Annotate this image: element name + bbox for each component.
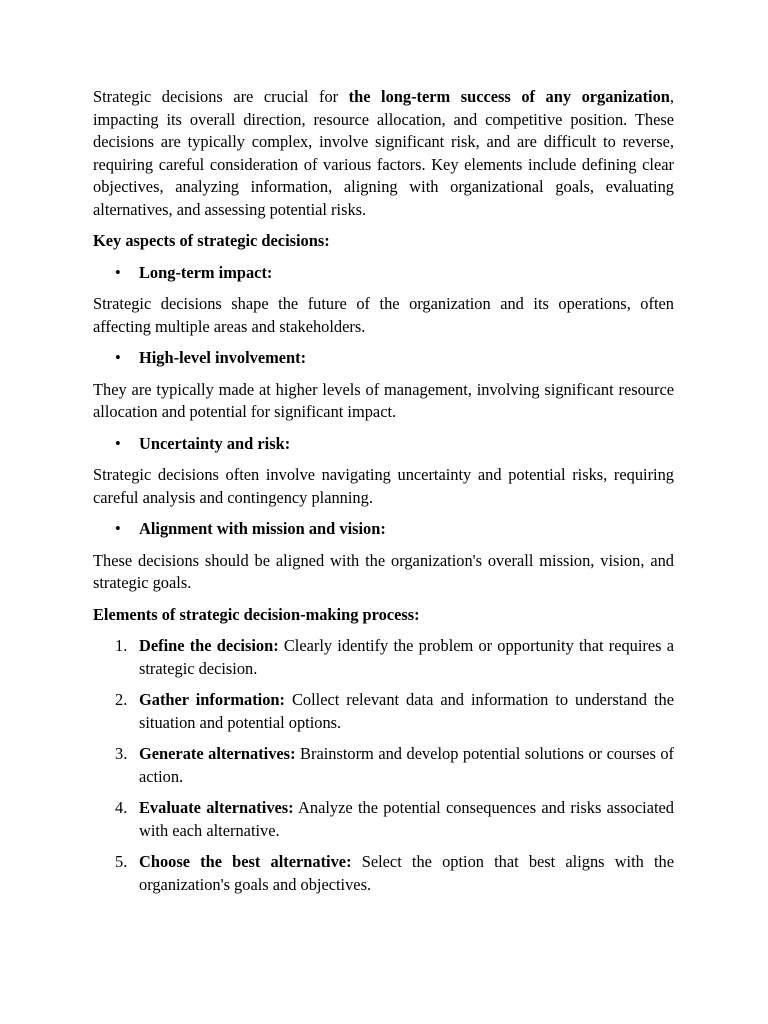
- step-title: Gather information:: [139, 690, 285, 709]
- step-title: Define the decision:: [139, 636, 279, 655]
- step-number: 4.: [115, 798, 128, 817]
- intro-text-start: Strategic decisions are crucial for: [93, 87, 349, 106]
- bullet-icon: •: [115, 262, 121, 282]
- aspect-bullet-high-level-involvement: [93, 347, 674, 370]
- intro-text-end: , impacting its overall direction, resource allocation, and competitive position. These decisions are typically complex, involve significant risk, and are difficult to reverse, requiring careful consideration of various factors. Key elements include defining clear objectives, analyzing information, aligning with organizational goals, evaluating alternatives, and assessing potential risks.: [93, 87, 675, 219]
- step-title: Evaluate alternatives:: [139, 798, 294, 817]
- document-page: [93, 86, 674, 905]
- step-title: Choose the best alternative:: [139, 852, 352, 871]
- step-number: 1.: [115, 636, 128, 655]
- step-description: Select the option that best aligns with the organization's goals and objectives.: [139, 852, 675, 894]
- aspect-bullet-uncertainty-and-risk: [93, 433, 674, 456]
- step-title: Generate alternatives:: [139, 744, 296, 763]
- bullet-icon: •: [115, 433, 121, 453]
- aspect-bullet-long-term-impact: [93, 262, 674, 285]
- step-number: 5.: [115, 852, 128, 871]
- process-step: [93, 689, 674, 734]
- intro-bold-phrase: the long-term success of any organization: [348, 87, 670, 106]
- aspect-description: These decisions should be aligned with the organization's overall mission, vision, and strategic goals.: [93, 550, 674, 592]
- aspect-description: They are typically made at higher levels of management, involving significant resource allocation and potential for significant impact.: [93, 379, 674, 421]
- aspect-title: Alignment with mission and vision:: [139, 519, 386, 538]
- aspect-bullet-alignment: [93, 518, 674, 541]
- step-description: Collect relevant data and information to understand the situation and potential options.: [139, 690, 674, 732]
- aspect-title: Long-term impact:: [139, 262, 273, 282]
- process-heading: Elements of strategic decision-making process:: [93, 604, 420, 624]
- step-description: Clearly identify the problem or opportunity that requires a strategic decision.: [139, 636, 674, 678]
- step-number: 3.: [115, 744, 128, 763]
- process-step: [93, 635, 674, 680]
- step-description: Brainstorm and develop potential solutions or courses of action.: [139, 744, 674, 786]
- bullet-icon: •: [115, 519, 121, 538]
- aspect-description: Strategic decisions shape the future of the organization and its operations, often affecting multiple areas and stakeholders.: [93, 294, 674, 336]
- process-steps-list: [93, 635, 674, 896]
- step-description: Analyze the potential consequences and risks associated with each alternative.: [139, 798, 674, 840]
- process-step: [93, 851, 674, 896]
- intro-paragraph: [93, 86, 674, 221]
- aspect-description: Strategic decisions often involve navigating uncertainty and potential risks, requiring careful analysis and contingency planning.: [93, 465, 674, 507]
- aspects-heading: Key aspects of strategic decisions:: [93, 231, 330, 250]
- aspect-title: High-level involvement:: [139, 348, 307, 367]
- process-step: [93, 797, 674, 842]
- bullet-icon: •: [115, 348, 121, 367]
- aspect-title: Uncertainty and risk:: [139, 433, 291, 453]
- step-number: 2.: [115, 690, 128, 709]
- process-step: [93, 743, 674, 788]
